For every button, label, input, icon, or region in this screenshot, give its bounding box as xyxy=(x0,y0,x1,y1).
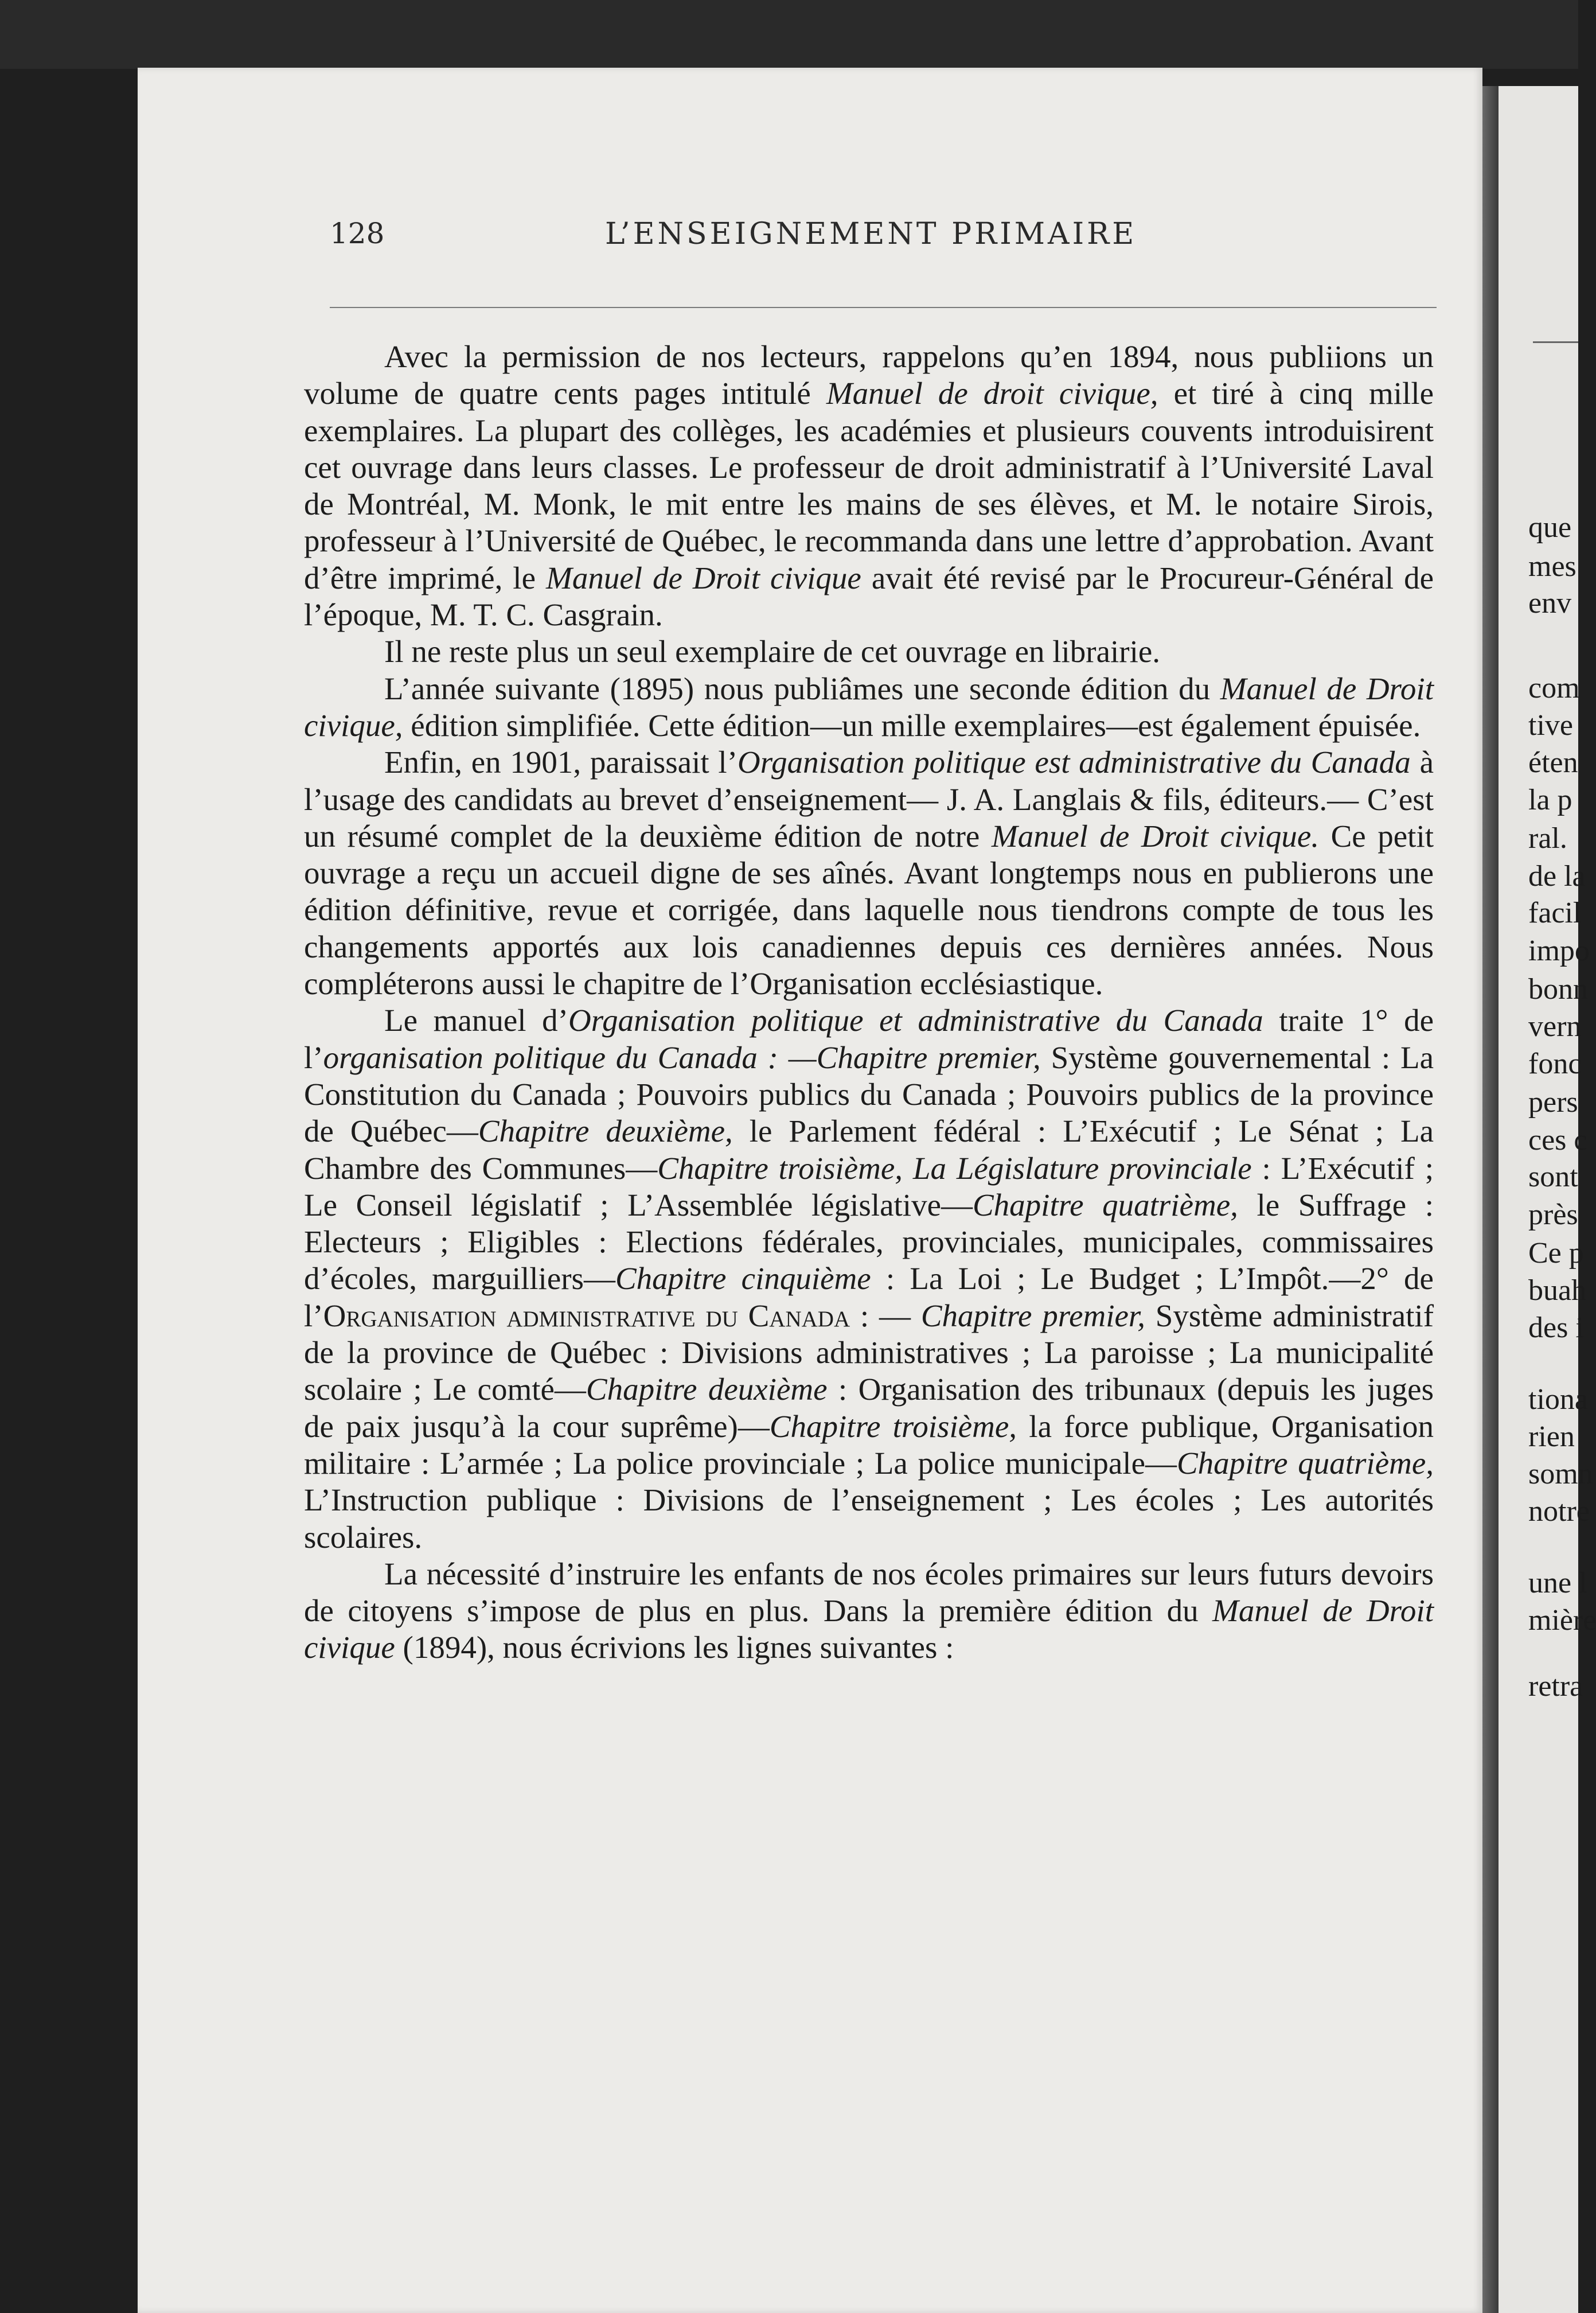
page-title: L’ENSEIGNEMENT PRIMAIRE xyxy=(605,217,1137,251)
running-head xyxy=(330,217,1477,257)
adjacent-page-fragment: rien xyxy=(1528,1420,1575,1453)
adjacent-page-fragment: ces c xyxy=(1528,1124,1587,1156)
adjacent-page-fragment: ral. xyxy=(1528,822,1567,855)
paragraph-1: Avec la permission de nos lecteurs, rappelons qu’en 1894, nous publiions un volume de quatre cents pages intitulé Manuel de droit civique, et tiré à cinq mille exemplaires. La plupart des collèges, les académies et plusieurs couvents introduisirent cet ouvrage dans leurs classes. Le professeur de droit administratif à l’Université Laval de Montréal, M. Monk, le mit entre les mains de ses élèves, et M. le notaire Sirois, professeur à l’Université de Québec, le recommanda dans une lettre d’approbation. Avant d’être imprimé, le Manuel de Droit civique avait été revisé par le Procureur-Général de l’époque, M. T. C. Casgrain. xyxy=(304,339,1434,633)
paragraph-2: Il ne reste plus un seul exemplaire de cet ouvrage en librairie. xyxy=(384,634,1161,669)
adjacent-page-fragment: fonc xyxy=(1528,1048,1582,1080)
adjacent-page-fragment: bonn xyxy=(1528,973,1588,1006)
adjacent-page-fragment: notre xyxy=(1528,1495,1590,1528)
header-rule xyxy=(330,307,1437,308)
page-gutter xyxy=(1482,86,1499,2313)
adjacent-page-fragment: près xyxy=(1528,1198,1578,1231)
adjacent-page-fragment: la p xyxy=(1528,784,1572,816)
adjacent-page-fragment: que xyxy=(1528,511,1572,544)
adjacent-page-fragment: somn xyxy=(1528,1458,1593,1490)
adjacent-page xyxy=(1499,86,1596,2313)
adjacent-page-fragment: impo xyxy=(1528,934,1590,967)
adjacent-page-fragment: retra xyxy=(1528,1670,1583,1703)
adjacent-page-rule xyxy=(1533,341,1578,343)
adjacent-page-fragment: com xyxy=(1528,672,1580,704)
adjacent-page-fragment: buah xyxy=(1528,1274,1587,1307)
scanner-background xyxy=(0,0,1578,69)
adjacent-page-fragment: éten xyxy=(1528,746,1578,779)
paragraph-3: L’année suivante (1895) nous publiâmes une seconde édition du Manuel de Droit civique, édition simplifiée. Cette édition—un mille exemplaires—est également épuisée. xyxy=(304,671,1434,743)
adjacent-page-fragment: Ce p xyxy=(1528,1237,1584,1270)
adjacent-page-fragment: de la xyxy=(1528,860,1586,893)
adjacent-page-fragment: tive xyxy=(1528,709,1573,742)
adjacent-page-fragment: tiona xyxy=(1528,1383,1588,1416)
adjacent-page-fragment: une l xyxy=(1528,1567,1587,1599)
adjacent-page-fragment: mière xyxy=(1528,1604,1596,1637)
adjacent-page-fragment: des i xyxy=(1528,1311,1584,1344)
adjacent-page-fragment: env xyxy=(1528,587,1572,620)
paragraph-5: Le manuel d’Organisation politique et administrative du Canada traite 1° de l’organisation politique du Canada : —Chapitre premier, Système gouvernemental : La Constitution du Canada ; Pouvoirs publics du Canada ; Pouvoirs publics de la province de Québec—Chapitre deuxième, le Parlement fédéral : L’Exécutif ; Le Sénat ; La Chambre des Communes—Chapitre troisième, La Législature provinciale : L’Exécutif ; Le Conseil législatif ; L’Assemblée législative—Chapitre quatrième, le Suffrage : Electeurs ; Eligibles : Elections fédérales, provinciales, municipales, commissaires d’écoles, marguilliers—Chapitre cinquième : La Loi ; Le Budget ; L’Impôt.—2° de l’Organisation administrative du Canada : — Chapitre premier, Système administratif de la province de Québec : Divisions administratives ; La paroisse ; La municipalité scolaire ; Le comté—Chapitre deuxième : Organisation des tribunaux (depuis les juges de paix jusqu’à la cour suprême)—Chapitre troisième, la force publique, Organisation militaire : L’armée ; La police provinciale ; La police municipale—Chapitre quatrième, L’Instruction publique : Divisions de l’enseignement ; Les écoles ; Les autorités scolaires. xyxy=(304,1003,1434,1555)
adjacent-page-fragment: facil xyxy=(1528,897,1582,929)
body-text xyxy=(304,338,1434,1666)
adjacent-page-fragment: mes xyxy=(1528,550,1577,583)
adjacent-page-fragment: vern xyxy=(1528,1010,1582,1043)
adjacent-page-fragment: pers xyxy=(1528,1086,1578,1119)
adjacent-page-fragment: sont xyxy=(1528,1161,1578,1193)
page-number: 128 xyxy=(330,217,385,250)
paragraph-6: La nécessité d’instruire les enfants de nos écoles primaires sur leurs futurs devoirs de citoyens s’impose de plus en plus. Dans la première édition du Manuel de Droit civique (1894), nous écrivions les lignes suivantes : xyxy=(304,1556,1434,1665)
paragraph-4: Enfin, en 1901, paraissait l’Organisation politique est administrative du Canada à l’usage des candidats au brevet d’enseignement— J. A. Langlais & fils, éditeurs.— C’est un résumé complet de la deuxième édition de notre Manuel de Droit civique. Ce petit ouvrage a reçu un accueil digne de ses aînés. Avant longtemps nous en publierons une édition définitive, revue et corrigée, dans laquelle nous tiendrons compte de tous les changements apportés aux lois canadiennes depuis ces dernières années. Nous compléterons aussi le chapitre de l’Organisation ecclésiastique. xyxy=(304,745,1434,1002)
